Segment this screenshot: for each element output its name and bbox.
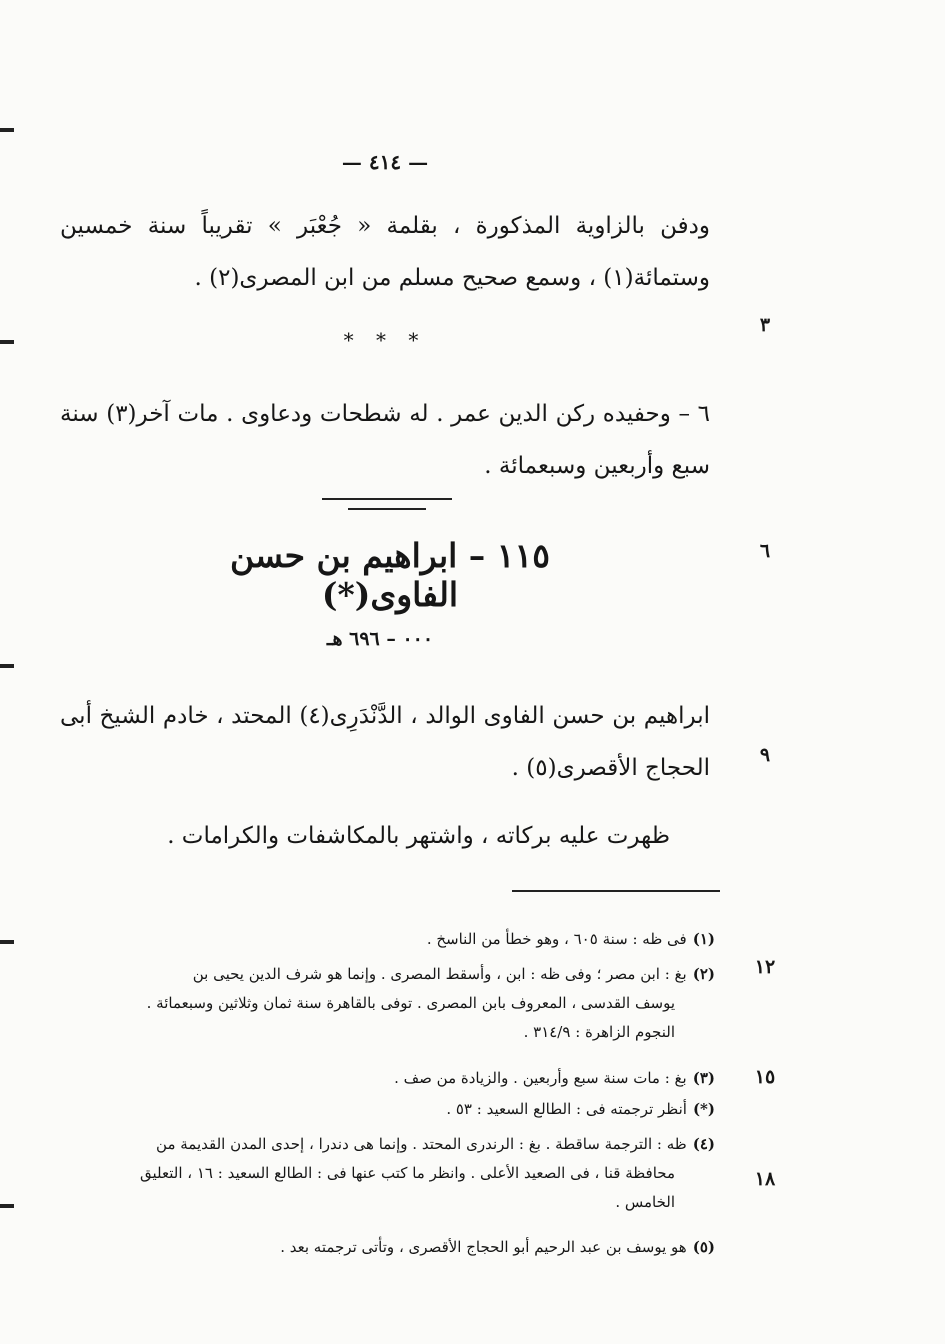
footnote-star — [60, 1095, 715, 1124]
footnote-marker: (*) — [692, 1100, 715, 1118]
footnote-marker: (٢) — [692, 965, 715, 983]
footnote-marker: (٥) — [692, 1238, 715, 1256]
paragraph-grandson: ٦ – وحفيده ركن الدين عمر . له شطحات ودعاوى . مات آخر(٣) سنة سبع وأربعين وسبعمائة . — [60, 401, 711, 479]
scan-mark — [0, 940, 14, 944]
paragraph-biography: ابراهيم بن حسن الفاوى الوالد ، الدَّنْدَرِى(٤) المحتد ، خادم الشيخ أبى الحجاج الأقصرى(٥) . — [60, 703, 710, 781]
title-rule-bottom — [348, 508, 426, 510]
scan-mark — [0, 340, 14, 344]
page-number: — ٤١٤ — — [341, 150, 429, 174]
footnote-marker: (٣) — [692, 1069, 715, 1087]
footnote-text: هو يوسف بن عبد الرحيم أبو الحجاج الأقصرى ، وتأتى ترجمته بعد . — [280, 1238, 687, 1256]
line-number: ٦ — [759, 540, 771, 562]
line-number: ١٨ — [754, 1168, 776, 1190]
footnote-2 — [60, 960, 715, 1047]
footnote-continuation: النجوم الزاهرة : ٣١٤/٩ . — [523, 1023, 675, 1041]
line-number: ٩ — [759, 744, 771, 766]
footnote-rule — [512, 890, 720, 892]
footnote-text: بغ : مات سنة سبع وأربعين . والزيادة من صف . — [394, 1069, 687, 1087]
footnote-continuation: يوسف القدسى ، المعروف بابن المصرى . توفى بالقاهرة سنة ثمان وثلاثين وسبعمائة . — [146, 994, 675, 1012]
entry-dates: ٠٠٠ – ٦٩٦ هـ — [326, 628, 434, 650]
line-number: ١٥ — [754, 1066, 776, 1088]
footnote-4 — [60, 1130, 715, 1217]
line-number: ٣ — [759, 314, 771, 336]
section-separator: * * * — [343, 328, 427, 352]
line-number: ١٢ — [754, 956, 776, 978]
paragraph-miracles: ظهرت عليه بركاته ، واشتهر بالمكاشفات والكرامات . — [167, 823, 670, 849]
title-rule-top — [322, 498, 452, 500]
footnote-5 — [60, 1233, 715, 1262]
footnote-marker: (٤) — [692, 1135, 715, 1153]
footnote-text: بغ : ابن مصر ؛ وفى ظه : ابن ، وأسقط المصرى . وإنما هو شرف الدين يحيى بن — [192, 965, 687, 983]
entry-title: ١١٥ – ابراهيم بن حسن الفاوى(*) — [230, 536, 550, 614]
paragraph-burial: ودفن بالزاوية المذكورة ، بقلمة « جُعْبَر » تقريباً سنة خمسين وستمائة(١) ، وسمع صحيح مسلم من ابن المصرى(٢) . — [60, 213, 710, 291]
footnote-text: أنظر ترجمته فى : الطالع السعيد : ٥٣ . — [446, 1100, 687, 1118]
footnote-1 — [60, 925, 715, 954]
scan-mark — [0, 1204, 14, 1208]
footnote-marker: (١) — [692, 930, 715, 948]
footnote-continuation: محافظة قنا ، فى الصعيد الأعلى . وانظر ما كتب عنها فى : الطالع السعيد : ١٦ ، التعليق — [139, 1164, 675, 1182]
scan-mark — [0, 664, 14, 668]
footnote-text: ظه : الترجمة ساقطة . بغ : الرندرى المحتد . وإنما هى دندرا ، إحدى المدن القديمة من — [156, 1135, 687, 1153]
footnote-continuation: الخامس . — [615, 1193, 675, 1211]
scan-mark — [0, 128, 14, 132]
footnote-text: فى ظه : سنة ٦٠٥ ، وهو خطأ من الناسخ . — [426, 930, 687, 948]
footnote-3 — [60, 1064, 715, 1093]
